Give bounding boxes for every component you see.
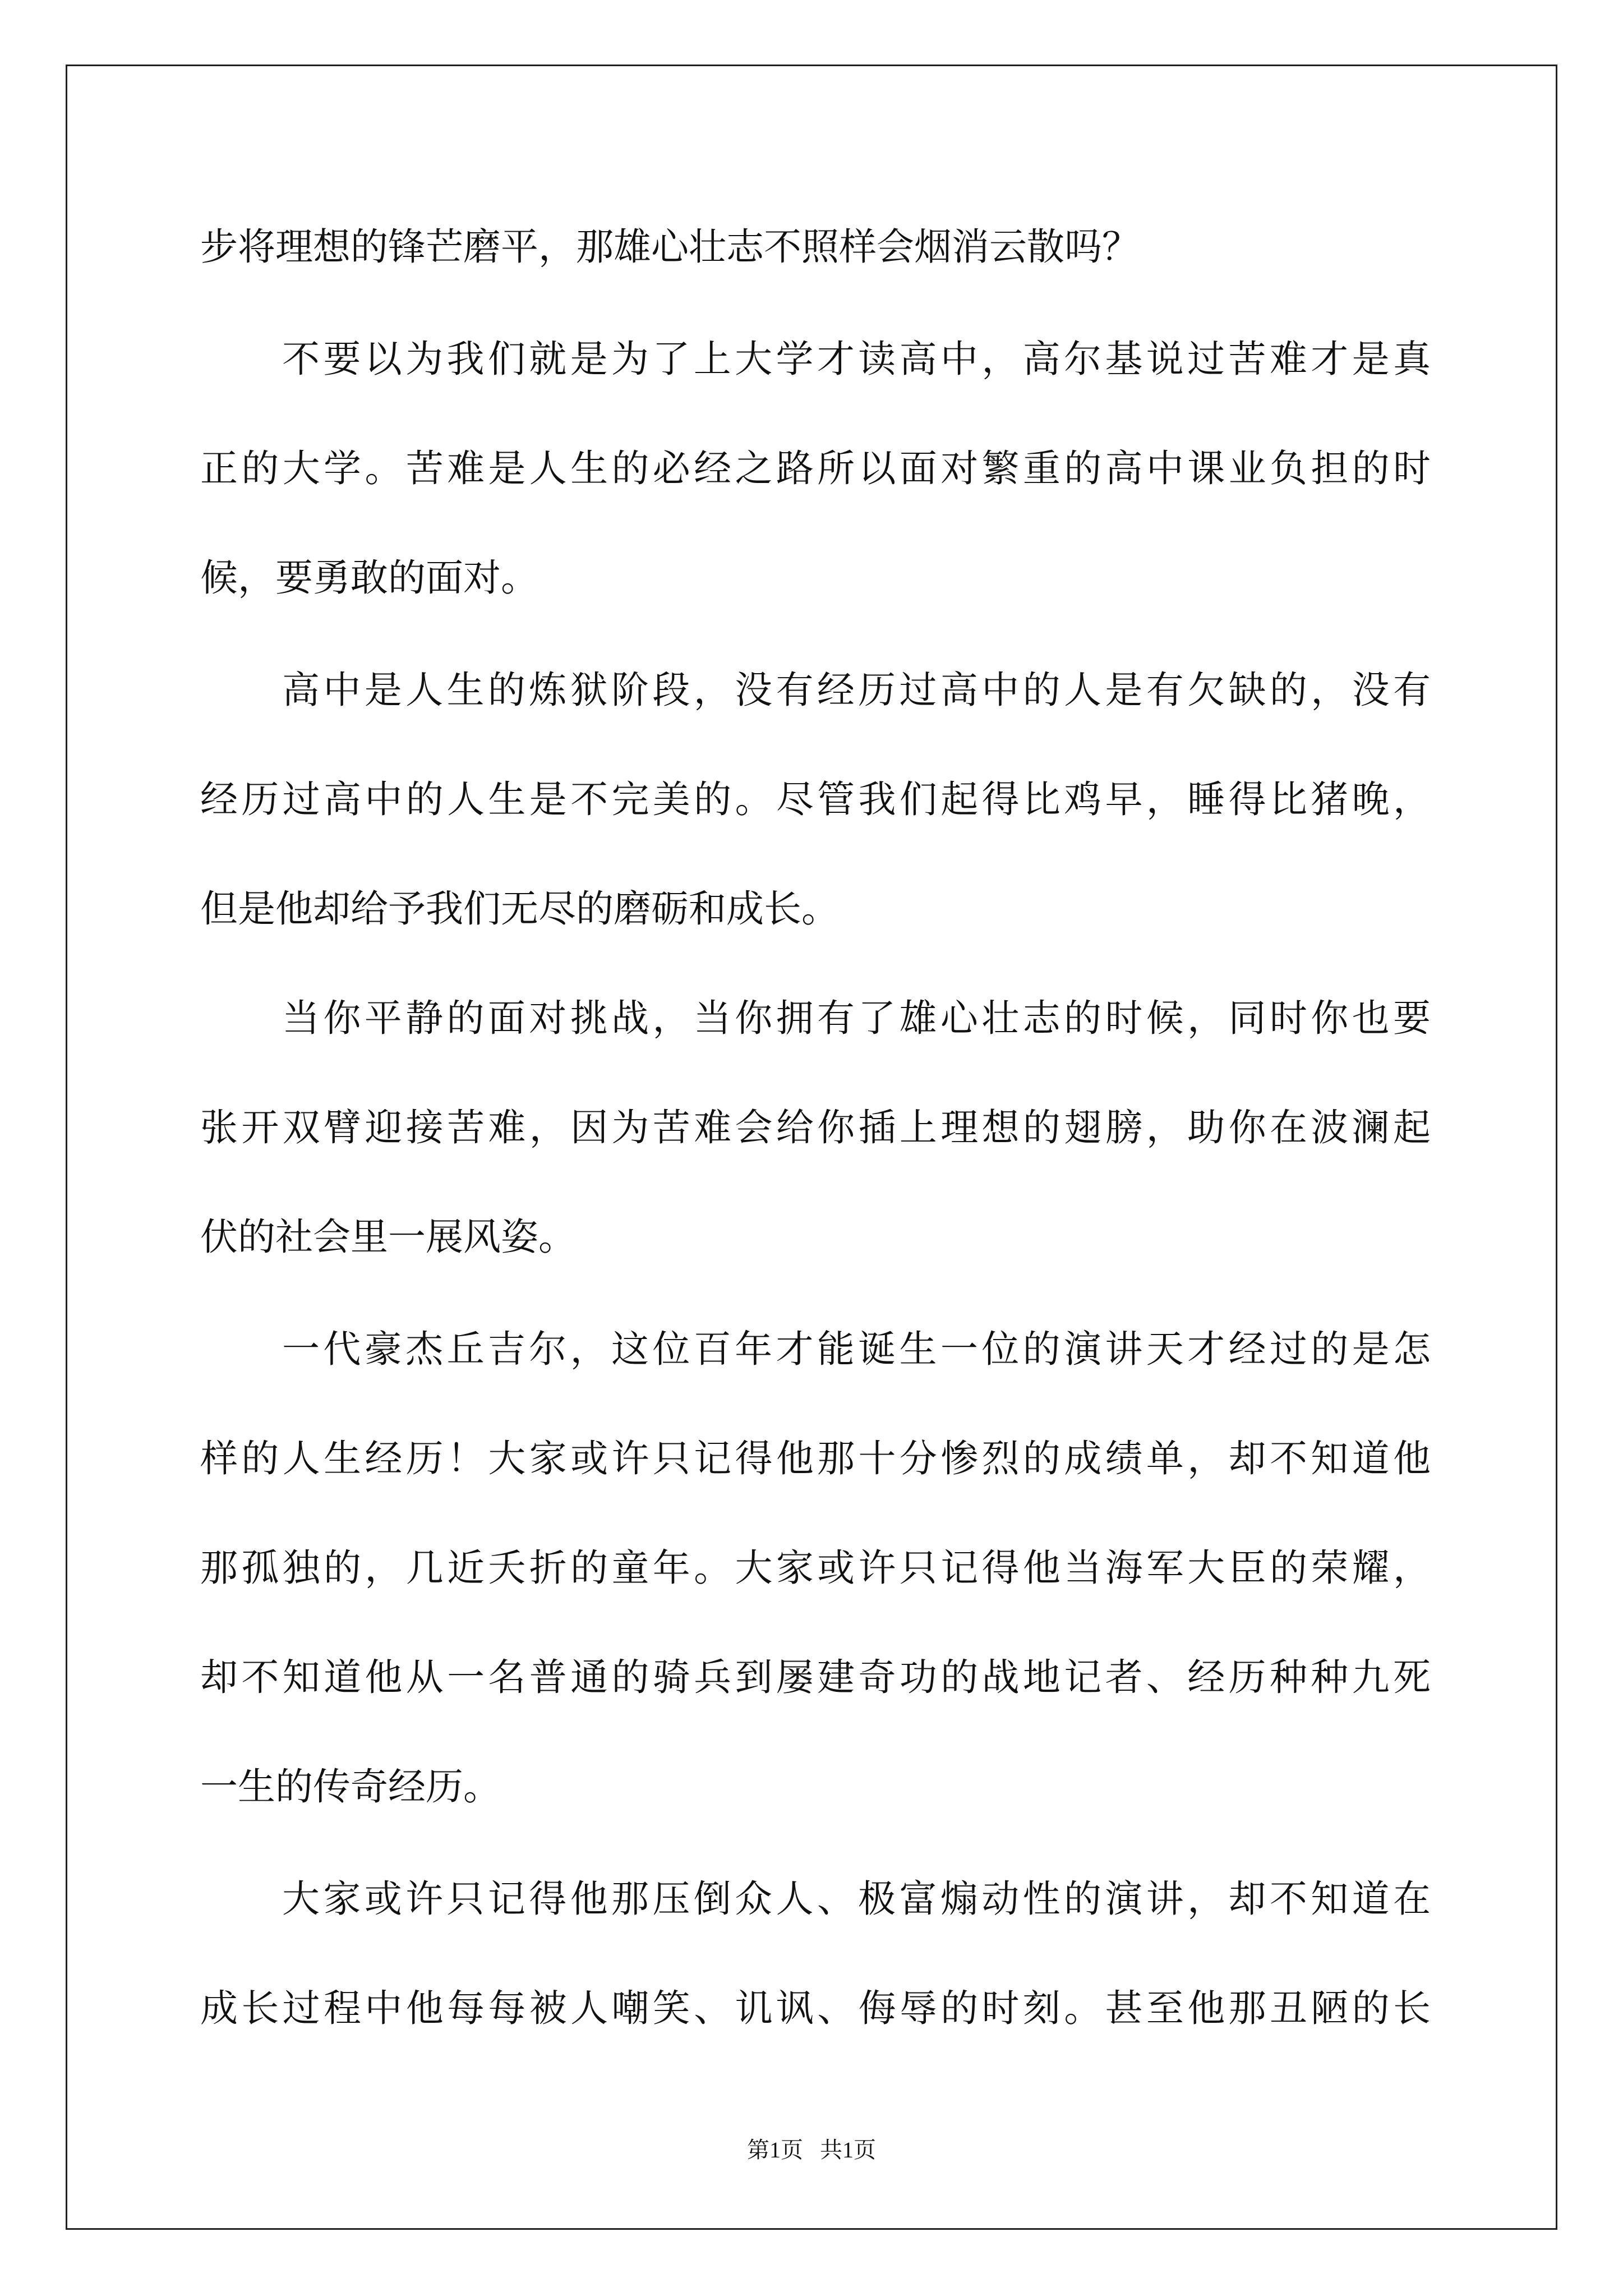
text-line: 候，要勇敢的面对。 — [200, 556, 538, 600]
paragraph-first-line: 一代豪杰丘吉尔，这位百年才能诞生一位的演讲天才经过的是怎 — [282, 1327, 1431, 1371]
page-footer: 第1页 共1页 — [747, 2137, 876, 2162]
text-line: 却不知道他从一名普通的骑兵到屡建奇功的战地记者、经历种种九死 — [200, 1655, 1431, 1699]
text-line: 一生的传奇经历。 — [200, 1765, 501, 1809]
text-line: 张开双臂迎接苦难，因为苦难会给你插上理想的翅膀，助你在波澜起 — [200, 1106, 1431, 1149]
paragraph-first-line: 当你平静的面对挑战，当你拥有了雄心壮志的时候，同时你也要 — [282, 996, 1431, 1040]
text-line: 伏的社会里一展风姿。 — [200, 1215, 576, 1259]
paragraph-first-line: 不要以为我们就是为了上大学才读高中，高尔基说过苦难才是真 — [282, 337, 1431, 381]
paragraph-first-line: 高中是人生的炼狱阶段，没有经历过高中的人是有欠缺的，没有 — [282, 668, 1431, 712]
text-line: 样的人生经历！大家或许只记得他那十分惨烈的成绩单，却不知道他 — [200, 1437, 1431, 1480]
text-line: 那孤独的，几近夭折的童年。大家或许只记得他当海军大臣的荣耀， — [200, 1546, 1431, 1590]
text-line: 正的大学。苦难是人生的必经之路所以面对繁重的高中课业负担的时 — [200, 447, 1431, 490]
paragraph-first-line: 大家或许只记得他那压倒众人、极富煽动性的演讲，却不知道在 — [282, 1877, 1431, 1921]
text-line: 步将理想的锋芒磨平，那雄心壮志不照样会烟消云散吗？ — [200, 225, 1140, 269]
text-line: 但是他却给予我们无尽的磨砺和成长。 — [200, 887, 839, 931]
text-line: 成长过程中他每每被人嘲笑、讥讽、侮辱的时刻。甚至他那丑陋的长 — [200, 1986, 1431, 2030]
text-line: 经历过高中的人生是不完美的。尽管我们起得比鸡早，睡得比猪晚， — [200, 777, 1431, 821]
